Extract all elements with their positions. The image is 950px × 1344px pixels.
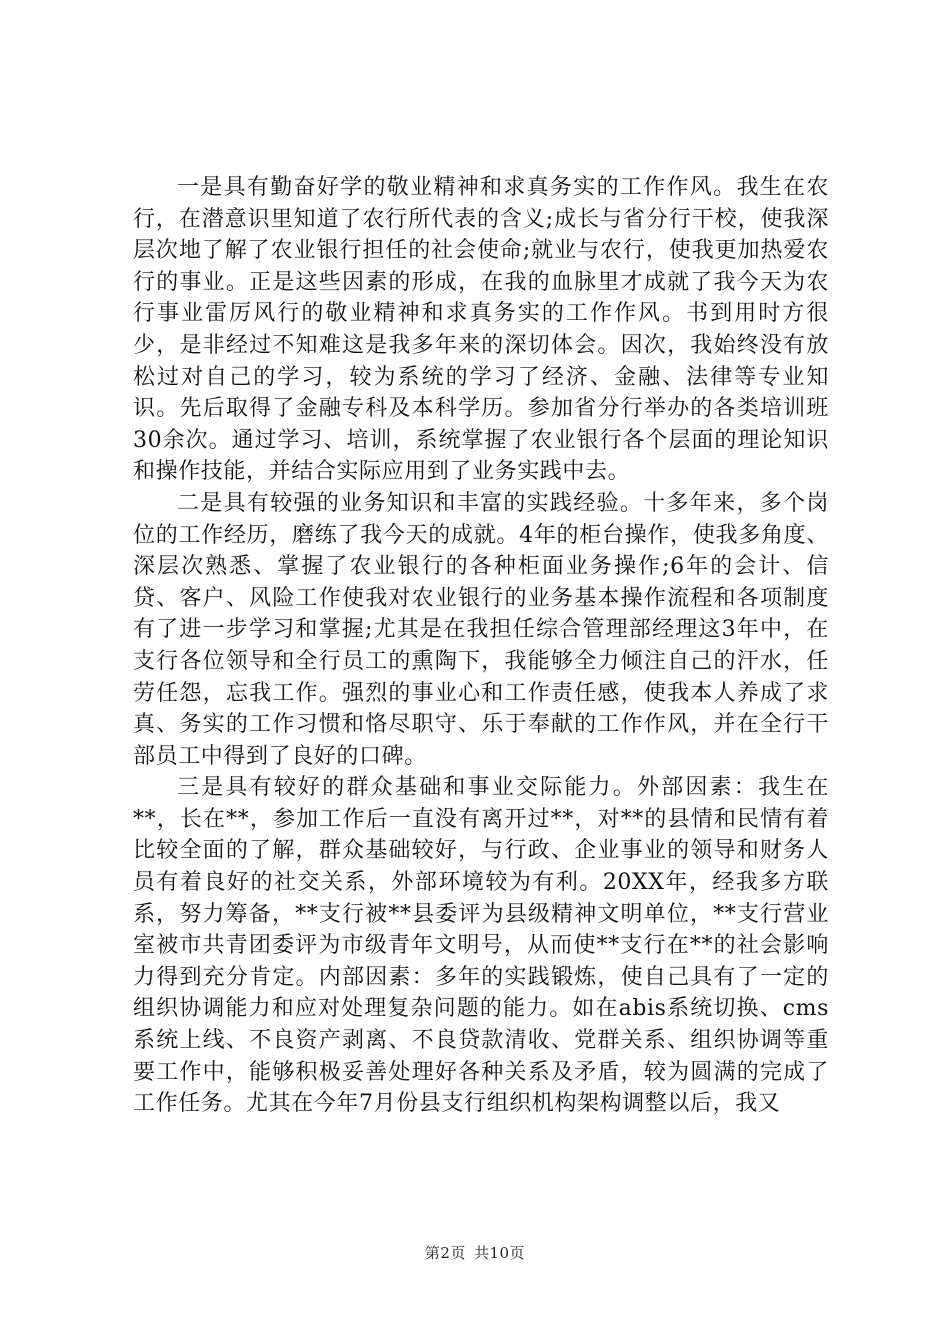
page-footer	[0, 1242, 950, 1263]
paragraph-1: 一是具有勤奋好学的敬业精神和求真务实的工作作风。我生在农行，在潜意识里知道了农行所代表的含义;成长与省分行干校，使我深层次地了解了农业银行担任的社会使命;就业与农行，使我更加热爱农行的事业。正是这些因素的形成，在我的血脉里才成就了我今天为农行事业雷厉风行的敬业精神和求真务实的工作作风。书到用时方很少，是非经过不知难这是我多年来的深切体会。因次，我始终没有放松过对自己的学习，较为系统的学习了经济、金融、法律等专业知识。先后取得了金融专科及本科学历。参加省分行举办的各类培训班30余次。通过学习、培训，系统掌握了农业银行各个层面的理论知识和操作技能，并结合实际应用到了业务实践中去。	[133, 175, 829, 485]
paragraph-3: 三是具有较好的群众基础和事业交际能力。外部因素：我生在**，长在**，参加工作后一直没有离开过**，对**的县情和民情有着比较全面的了解，群众基础较好，与行政、企业事业的领导和财务人员有着良好的社交关系，外部环境较为有利。20XX年，经我多方联系，努力筹备，**支行被**县委评为县级精神文明单位，**支行营业室被市共青团委评为市级青年文明号，从而使**支行在**的社会影响力得到充分肯定。内部因素：多年的实践锻炼，使自己具有了一定的组织协调能力和应对处理复杂问题的能力。如在abis系统切换、cms系统上线、不良资产剥离、不良贷款清收、党群关系、组织协调等重要工作中，能够积极妥善处理好各种关系及矛盾，较为圆满的完成了工作任务。尤其在今年7月份县支行组织机构架构调整以后，我又	[133, 775, 829, 1117]
total-pages: 共10页	[473, 1244, 526, 1262]
paragraph-2: 二是具有较强的业务知识和丰富的实践经验。十多年来，多个岗位的工作经历，磨练了我今天的成就。4年的柜台操作，使我多角度、深层次熟悉、掌握了农业银行的各种柜面业务操作;6年的会计、信贷、客户、风险工作使我对农业银行的业务基本操作流程和各项制度有了进一步学习和掌握;尤其是在我担任综合管理部经理这3年中，在支行各位领导和全行员工的熏陶下，我能够全力倾注自己的汗水，任劳任怨，忘我工作。强烈的事业心和工作责任感，使我本人养成了求真、务实的工作习惯和恪尽职守、乐于奉献的工作作风，并在全行干部员工中得到了良好的口碑。	[133, 490, 829, 769]
document-body	[133, 172, 829, 1120]
page-number: 第2页	[424, 1244, 466, 1262]
